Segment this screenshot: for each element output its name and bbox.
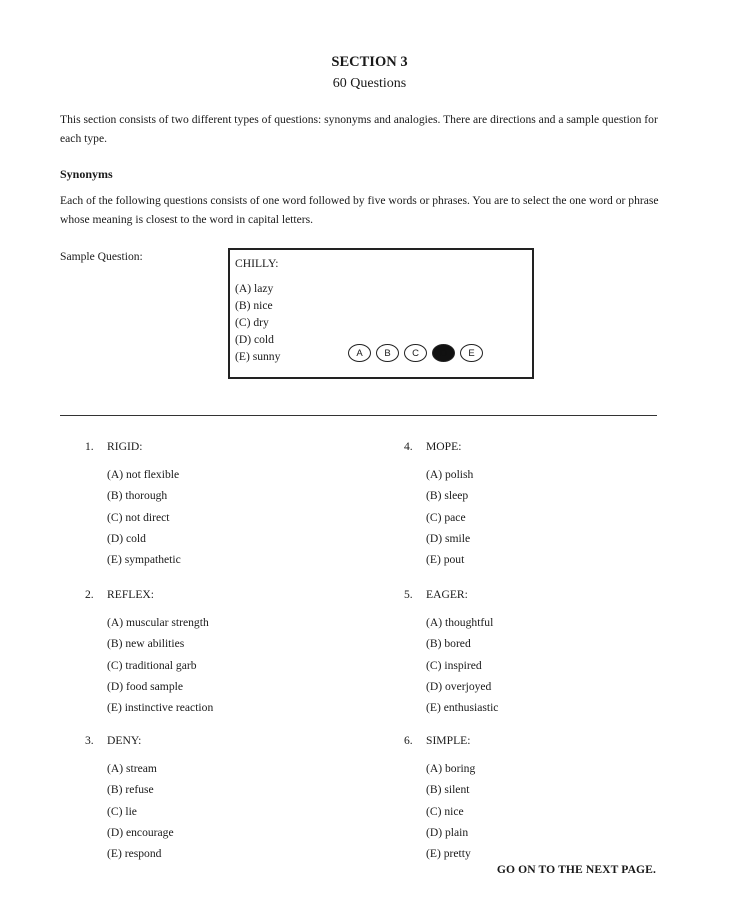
answer-bubble-c[interactable]: C: [404, 344, 427, 362]
question-number: 6.: [404, 734, 413, 747]
question-stem: RIGID:: [107, 440, 143, 453]
answer-option[interactable]: (D) smile: [426, 531, 471, 545]
question-number: 4.: [404, 440, 413, 453]
answer-option[interactable]: (D) cold: [107, 531, 146, 545]
answer-option[interactable]: (D) plain: [426, 825, 469, 839]
question-count: 60 Questions: [332, 76, 407, 91]
next-page-notice: GO ON TO THE NEXT PAGE.: [496, 863, 656, 876]
answer-option[interactable]: (C) not direct: [107, 510, 170, 524]
answer-option[interactable]: (A) thoughtful: [426, 616, 494, 629]
sample-option: (B) nice: [235, 299, 273, 312]
sample-option: (D) cold: [235, 333, 274, 346]
answer-option[interactable]: (C) nice: [426, 804, 464, 818]
question-number: 3.: [85, 734, 94, 747]
answer-option[interactable]: (A) boring: [426, 762, 476, 775]
synonyms-heading: Synonyms: [60, 167, 113, 181]
answer-option[interactable]: (D) food sample: [107, 679, 183, 693]
answer-option[interactable]: (C) traditional garb: [107, 658, 197, 672]
answer-option[interactable]: (C) inspired: [426, 658, 482, 672]
answer-bubble-b[interactable]: B: [376, 344, 399, 362]
section-title: SECTION 3: [331, 54, 408, 70]
answer-option[interactable]: (A) not flexible: [107, 468, 180, 481]
answer-bubble-e[interactable]: E: [460, 344, 483, 362]
answer-bubbles: [348, 344, 483, 362]
sample-question-label: Sample Question:: [60, 250, 143, 263]
question-stem: REFLEX:: [107, 588, 155, 601]
divider: [60, 415, 657, 416]
answer-option[interactable]: (D) encourage: [107, 825, 174, 839]
question-stem: SIMPLE:: [426, 734, 471, 747]
answer-option[interactable]: (B) thorough: [107, 489, 168, 503]
sample-question-box: [228, 248, 534, 379]
answer-option[interactable]: (E) enthusiastic: [426, 701, 499, 715]
answer-option[interactable]: (B) new abilities: [107, 637, 185, 651]
answer-option[interactable]: (C) pace: [426, 510, 466, 524]
synonyms-directions: Each of the following questions consists of one word followed by five words or phrases. You are to select the one word or phrase whose meaning is closest to the word in capital letters.: [60, 194, 659, 226]
answer-option[interactable]: (A) muscular strength: [107, 616, 209, 629]
sample-option: (E) sunny: [235, 350, 281, 363]
question-stem: EAGER:: [426, 588, 468, 601]
answer-option[interactable]: (B) refuse: [107, 783, 154, 797]
answer-bubble-a[interactable]: A: [348, 344, 371, 362]
answer-option[interactable]: (B) bored: [426, 637, 471, 651]
answer-option[interactable]: (E) respond: [107, 847, 162, 861]
sample-options: [235, 280, 280, 365]
answer-option[interactable]: (B) sleep: [426, 489, 469, 503]
answer-option[interactable]: (E) instinctive reaction: [107, 701, 214, 715]
sample-option: (A) lazy: [235, 282, 274, 295]
answer-option[interactable]: (D) overjoyed: [426, 679, 492, 693]
answer-option[interactable]: (E) pout: [426, 553, 465, 567]
answer-option[interactable]: (E) sympathetic: [107, 553, 181, 567]
answer-option[interactable]: (A) polish: [426, 468, 474, 481]
question-number: 2.: [85, 588, 94, 601]
question-number: 1.: [85, 440, 94, 453]
question-stem: DENY:: [107, 734, 142, 747]
sample-option: (C) dry: [235, 316, 269, 329]
answer-bubble-d[interactable]: D: [432, 344, 455, 362]
question-stem: MOPE:: [426, 440, 462, 453]
answer-option[interactable]: (C) lie: [107, 804, 137, 818]
section-intro: This section consists of two different types of questions: synonyms and analogies. There are directions and a sample question for each type.: [60, 113, 658, 145]
answer-option[interactable]: (A) stream: [107, 762, 157, 775]
answer-option[interactable]: (B) silent: [426, 783, 470, 797]
sample-word: CHILLY:: [235, 257, 279, 270]
answer-option[interactable]: (E) pretty: [426, 847, 471, 861]
question-number: 5.: [404, 588, 413, 601]
